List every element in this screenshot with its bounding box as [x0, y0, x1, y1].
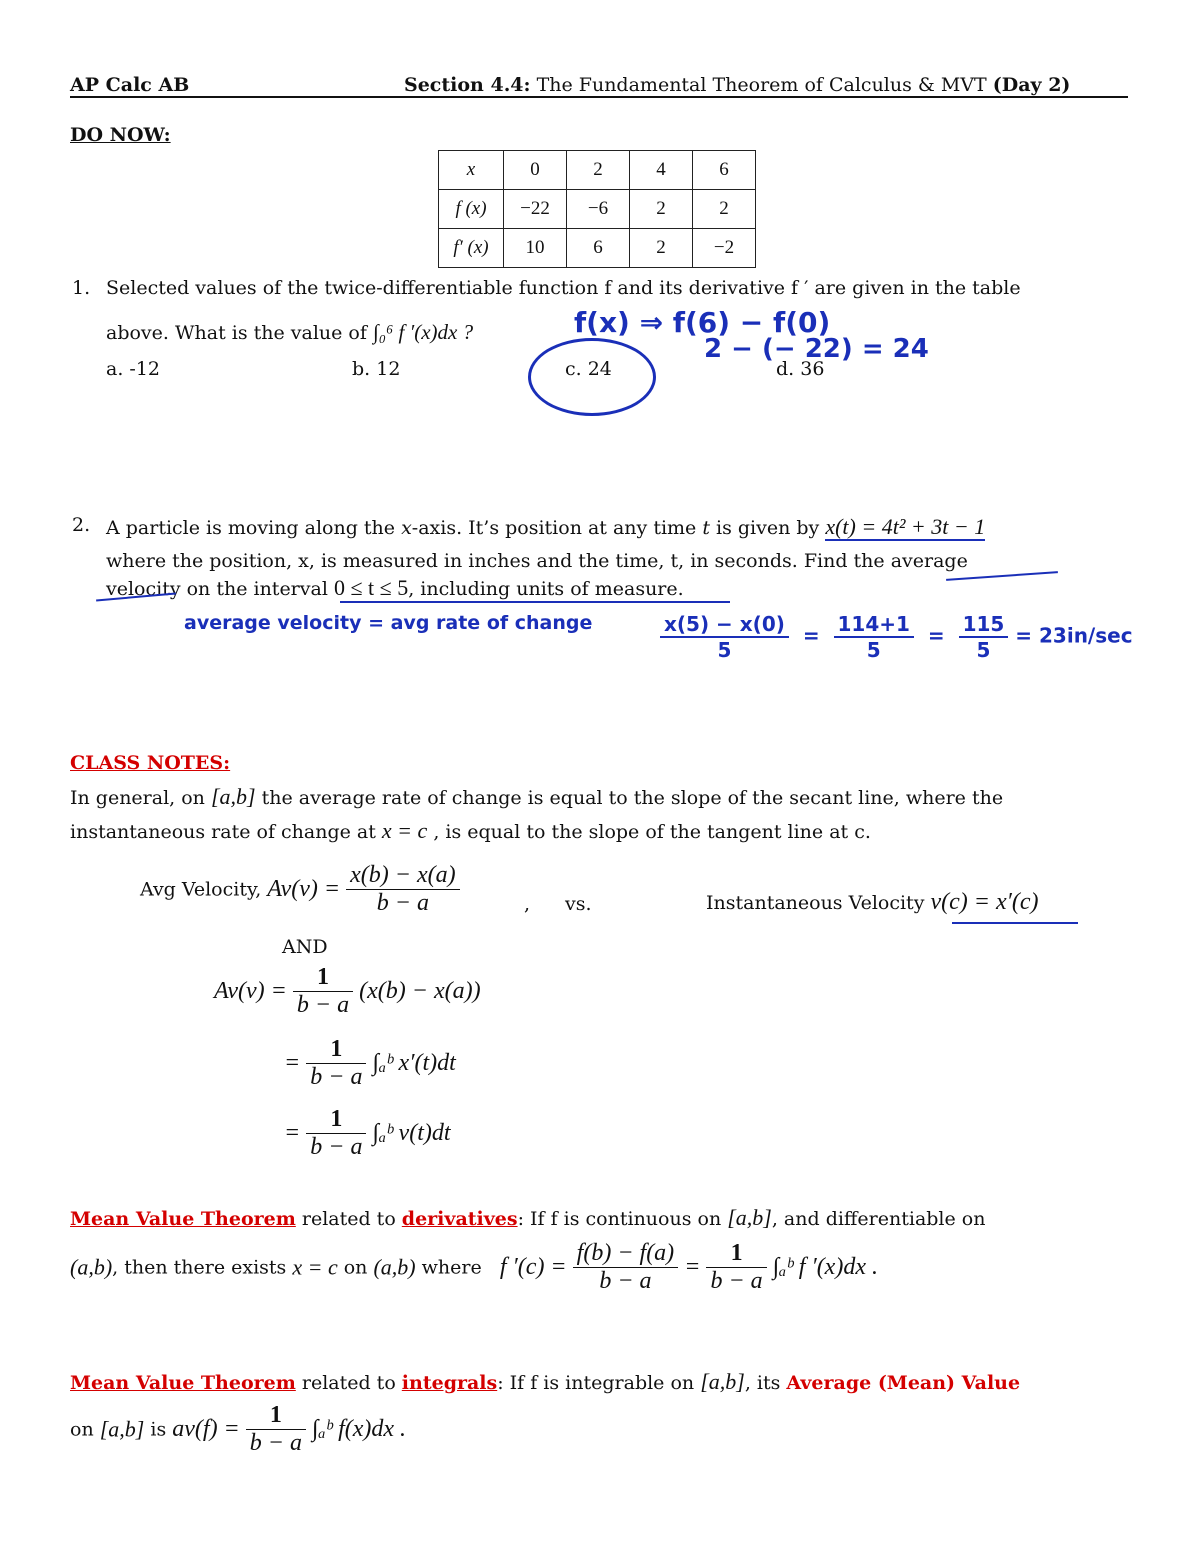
avg-velocity-fraction: [346, 862, 459, 917]
q2-hand-eq: =: [920, 623, 952, 648]
q2-hand-fraction: [660, 612, 1133, 662]
course-title: AP Calc AB: [70, 74, 190, 96]
q2-hand-num: x(5) − x(0): [660, 612, 789, 638]
mvt-num: 1: [706, 1240, 766, 1268]
q2-hand-label: average velocity = avg rate of change: [184, 612, 593, 634]
table-cell: 2: [693, 190, 756, 229]
q2-interval: 0 ≤ t ≤ 5: [333, 575, 409, 600]
eq1-den: b − a: [296, 992, 350, 1018]
q1-choice-c: c. 24: [565, 358, 612, 380]
q2-text: velocity on the interval: [106, 578, 334, 600]
q2-var-t: t: [702, 517, 710, 539]
notes-text: In general, on: [70, 787, 211, 809]
q2-hand-frac: [959, 612, 1009, 662]
table-cell: 2: [630, 229, 693, 268]
q2-hand-num: 114+1: [834, 612, 914, 638]
q1-text-line1: Selected values of the twice-differentiable function f and its derivative f ′ are given in the table: [106, 277, 1021, 299]
avg-velocity-den: b − a: [376, 890, 429, 916]
mvt-interval: [a,b]: [700, 1369, 745, 1394]
q1-choice-d: d. 36: [776, 358, 825, 380]
q2-hand-frac: [660, 612, 789, 662]
header-rule: [70, 96, 1128, 98]
class-notes-title: CLASS NOTES:: [70, 752, 231, 774]
q2-hand-frac: [834, 612, 914, 662]
table-cell: x: [439, 151, 504, 190]
mvt-derivatives-line1: [70, 1205, 985, 1231]
q1-question: above. What is the value of: [106, 322, 373, 344]
inst-velocity: [706, 889, 1039, 916]
table-row: [439, 229, 756, 268]
mvt-text: , its: [744, 1372, 787, 1394]
mvt-interval: (a,b): [373, 1254, 416, 1280]
mvt-interval: (a,b): [70, 1254, 113, 1280]
notes-text: instantaneous rate of change at: [70, 821, 382, 843]
mvt-interval: [a,b]: [99, 1416, 145, 1442]
q1-hand-work-line1: f(x) ⇒ f(6) − f(0): [574, 306, 831, 339]
mvt-title: Mean Value Theorem: [70, 1372, 296, 1394]
mvt-text: , and differentiable on: [771, 1208, 986, 1230]
do-now-title: DO NOW:: [70, 124, 171, 146]
q1-hand-work-line2: 2 − (− 22) = 24: [704, 334, 929, 364]
eq2-fraction: [306, 1036, 366, 1091]
table-cell: 6: [693, 151, 756, 190]
eq3-equals: =: [284, 1120, 301, 1146]
table-row: [439, 151, 756, 190]
avg-velocity-label: Avg Velocity,: [140, 878, 268, 901]
avg-velocity-formula: [140, 862, 460, 917]
mvt-num: 1: [246, 1402, 306, 1430]
notes-line1: [70, 784, 1003, 810]
eq2-num: 1: [306, 1036, 366, 1064]
q2-line2: where the position, x, is measured in inches and the time, t, in seconds. Find the average: [106, 550, 968, 572]
mvt-fraction: [573, 1240, 679, 1295]
avg-eq2: [284, 1036, 456, 1091]
mvt-average-value: Average (Mean) Value: [786, 1372, 1021, 1394]
q2-text: A particle is moving along the: [106, 517, 402, 539]
table-cell: f (x): [439, 190, 504, 229]
notes-x-eq-c: x = c: [381, 818, 428, 843]
q2-hand-num: 115: [959, 612, 1009, 638]
table-cell: 10: [504, 229, 567, 268]
section-day: (Day 2): [992, 74, 1071, 96]
eq3-rhs: ∫ₐᵇ v(t)dt: [372, 1120, 451, 1146]
inst-underline: [952, 922, 1078, 924]
eq1-fraction: [293, 964, 353, 1019]
q2-text: is given by: [709, 517, 826, 539]
q1-choice-a: a. -12: [106, 358, 161, 380]
mvt-x-eq-c: x = c: [292, 1254, 338, 1280]
table-cell: 2: [567, 151, 630, 190]
q2-hand-result: = 23in/sec: [1015, 623, 1133, 648]
eq1-rhs: (x(b) − x(a)): [359, 978, 481, 1004]
avg-velocity-num: x(b) − x(a): [346, 862, 459, 890]
q2-underline: [340, 601, 730, 603]
vs-label: vs.: [565, 893, 592, 915]
q2-var-x: x: [401, 517, 412, 539]
mvt-text: : If f is integrable on: [497, 1372, 701, 1394]
mvt-num: f(b) − f(a): [573, 1240, 679, 1268]
mvt-text: : If f is continuous on: [517, 1208, 728, 1230]
mvt-integral: ∫ₐᵇ f(x)dx .: [312, 1416, 407, 1442]
notes-line2: [70, 818, 871, 844]
mvt-fraction: [246, 1402, 306, 1457]
eq1-lhs: Av(v) =: [214, 978, 287, 1004]
inst-velocity-label: Instantaneous Velocity: [706, 892, 931, 914]
table-cell: 4: [630, 151, 693, 190]
avg-eq3: [284, 1106, 451, 1161]
avg-comma: ,: [524, 893, 531, 915]
eq2-equals: =: [284, 1050, 301, 1076]
mvt-integrals-line2: [70, 1402, 406, 1457]
eq2-rhs: ∫ₐᵇ x′(t)dt: [372, 1050, 456, 1076]
q2-text: , including units of measure.: [408, 578, 684, 600]
eq2-den: b − a: [310, 1064, 363, 1090]
mvt-fraction: [706, 1240, 766, 1295]
q2-hand-den: 5: [717, 638, 732, 662]
mvt-lhs: av(f) =: [172, 1416, 240, 1442]
mvt-den: b − a: [710, 1268, 763, 1294]
notes-text: the average rate of change is equal to the slope of the secant line, where the: [255, 787, 1004, 809]
mvt-title: Mean Value Theorem: [70, 1208, 296, 1230]
q2-line3: [106, 575, 684, 601]
table-cell: −6: [567, 190, 630, 229]
mvt-kind: derivatives: [401, 1208, 518, 1230]
mvt-text: on: [70, 1418, 100, 1441]
notes-text: , is equal to the slope of the tangent line at c.: [427, 821, 871, 843]
table-row: [439, 190, 756, 229]
section-heading: [404, 74, 1070, 96]
q2-position-function: x(t) = 4t² + 3t − 1: [825, 514, 986, 539]
notes-interval: [a,b]: [210, 784, 256, 809]
mvt-lhs: f ′(c) =: [499, 1254, 567, 1280]
avg-eq1: [214, 964, 481, 1019]
eq3-num: 1: [306, 1106, 366, 1134]
table-cell: f′ (x): [439, 229, 504, 268]
eq3-den: b − a: [310, 1134, 363, 1160]
eq1-num: 1: [293, 964, 353, 992]
mvt-integrals-line1: [70, 1369, 1020, 1395]
answer-circle: [528, 338, 656, 416]
table-cell: 6: [567, 229, 630, 268]
q1-text-line2: [106, 320, 473, 345]
values-table: [438, 150, 756, 268]
q2-text: -axis. It’s position at any time: [411, 517, 703, 539]
mvt-text: related to: [295, 1208, 402, 1230]
section-title: The Fundamental Theorem of Calculus & MVT: [530, 74, 993, 96]
table-cell: −22: [504, 190, 567, 229]
mvt-text: is: [144, 1418, 173, 1441]
section-label: Section 4.4:: [404, 74, 531, 96]
q1-choice-b: b. 12: [352, 358, 401, 380]
q2-hand-den: 5: [866, 638, 881, 662]
q2-line1: [106, 514, 985, 540]
mvt-den: b − a: [599, 1268, 652, 1294]
mvt-text: where: [415, 1256, 488, 1279]
mvt-kind: integrals: [401, 1372, 498, 1394]
q1-number: 1.: [72, 277, 91, 299]
eq3-fraction: [306, 1106, 366, 1161]
table-cell: 0: [504, 151, 567, 190]
mvt-text: related to: [295, 1372, 402, 1394]
mvt-integral: ∫ₐᵇ f ′(x)dx .: [772, 1254, 878, 1280]
inst-velocity-formula: v(c) = x′(c): [930, 889, 1039, 915]
mvt-text: , then there exists: [112, 1256, 293, 1279]
avg-velocity-lhs: Av(v) =: [267, 876, 341, 902]
q2-hand-den: 5: [976, 638, 991, 662]
mvt-interval: [a,b]: [727, 1205, 772, 1230]
mvt-den: b − a: [249, 1430, 302, 1456]
table-cell: −2: [693, 229, 756, 268]
mvt-text: on: [337, 1256, 374, 1279]
q2-underline: [946, 571, 1058, 581]
q1-integral: ∫₀⁶ f ′(x)dx ?: [372, 320, 474, 344]
mvt-equals: =: [684, 1254, 701, 1280]
table-cell: 2: [630, 190, 693, 229]
mvt-derivatives-line2: [70, 1240, 878, 1295]
q2-number: 2.: [72, 514, 91, 536]
q2-hand-eq: =: [795, 623, 827, 648]
and-label: AND: [282, 936, 328, 958]
